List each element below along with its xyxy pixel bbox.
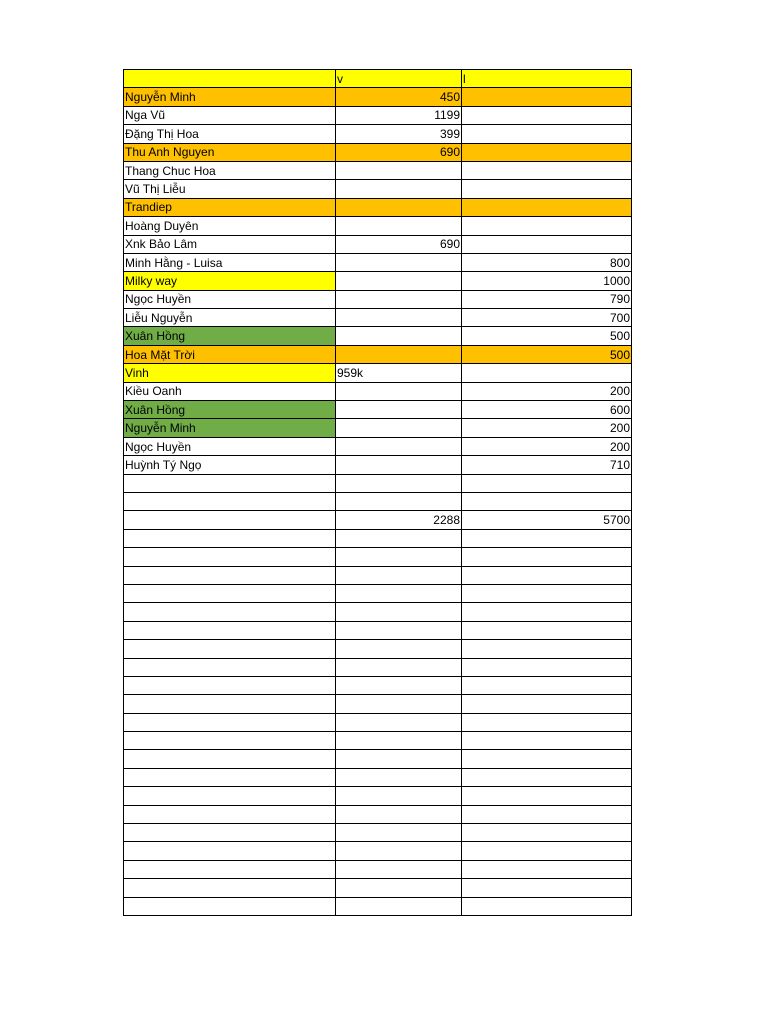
l-cell[interactable]: 1000 xyxy=(462,272,632,290)
table-row xyxy=(124,511,632,529)
l-cell[interactable] xyxy=(462,143,632,161)
table-row xyxy=(124,106,632,124)
spreadsheet-body xyxy=(124,70,632,916)
l-cell[interactable] xyxy=(462,492,632,510)
name-cell[interactable] xyxy=(124,824,336,842)
v-cell[interactable] xyxy=(336,161,462,179)
v-cell[interactable]: 2288 xyxy=(336,511,462,529)
l-cell[interactable] xyxy=(462,824,632,842)
v-cell[interactable] xyxy=(336,456,462,474)
l-cell[interactable] xyxy=(462,713,632,731)
v-cell[interactable] xyxy=(336,842,462,860)
l-cell[interactable] xyxy=(462,842,632,860)
table-row xyxy=(124,253,632,271)
name-cell[interactable]: Ngọc Huyền xyxy=(124,437,336,455)
v-cell[interactable] xyxy=(336,621,462,639)
l-cell[interactable] xyxy=(462,180,632,198)
header-cell-l[interactable]: l xyxy=(462,70,632,88)
v-cell[interactable] xyxy=(336,768,462,786)
v-cell[interactable] xyxy=(336,492,462,510)
l-cell[interactable] xyxy=(462,88,632,106)
l-cell[interactable] xyxy=(462,474,632,492)
table-row xyxy=(124,309,632,327)
v-cell[interactable] xyxy=(336,180,462,198)
table-row xyxy=(124,713,632,731)
l-cell[interactable] xyxy=(462,879,632,897)
name-cell[interactable]: Xuân Hồng xyxy=(124,327,336,345)
v-cell[interactable] xyxy=(336,584,462,602)
name-cell[interactable]: Nguyễn Minh xyxy=(124,419,336,437)
name-cell[interactable]: Thang Chuc Hoa xyxy=(124,161,336,179)
table-row xyxy=(124,529,632,547)
l-cell[interactable]: 710 xyxy=(462,456,632,474)
table-row xyxy=(124,492,632,510)
l-cell[interactable]: 200 xyxy=(462,419,632,437)
table-row xyxy=(124,695,632,713)
v-cell[interactable] xyxy=(336,253,462,271)
name-cell[interactable] xyxy=(124,750,336,768)
l-cell[interactable]: 200 xyxy=(462,437,632,455)
table-row xyxy=(124,217,632,235)
v-cell[interactable] xyxy=(336,713,462,731)
v-cell[interactable] xyxy=(336,860,462,878)
table-row xyxy=(124,566,632,584)
table-row xyxy=(124,474,632,492)
table-row xyxy=(124,180,632,198)
l-cell[interactable] xyxy=(462,548,632,566)
l-cell[interactable] xyxy=(462,125,632,143)
name-cell[interactable]: Vinh xyxy=(124,364,336,382)
v-cell[interactable] xyxy=(336,345,462,363)
table-row xyxy=(124,860,632,878)
l-cell[interactable] xyxy=(462,106,632,124)
v-cell[interactable] xyxy=(336,640,462,658)
table-row xyxy=(124,584,632,602)
v-cell[interactable]: 450 xyxy=(336,88,462,106)
name-cell[interactable]: Hoàng Duyên xyxy=(124,217,336,235)
name-cell[interactable] xyxy=(124,474,336,492)
table-row xyxy=(124,768,632,786)
v-cell[interactable] xyxy=(336,437,462,455)
v-cell[interactable] xyxy=(336,419,462,437)
l-cell[interactable] xyxy=(462,529,632,547)
name-cell[interactable]: Minh Hằng - Luisa xyxy=(124,253,336,271)
name-cell[interactable] xyxy=(124,676,336,694)
name-cell[interactable] xyxy=(124,768,336,786)
l-cell[interactable] xyxy=(462,676,632,694)
table-row xyxy=(124,272,632,290)
v-cell[interactable] xyxy=(336,327,462,345)
table-row xyxy=(124,401,632,419)
name-cell[interactable] xyxy=(124,584,336,602)
l-cell[interactable] xyxy=(462,732,632,750)
table-row xyxy=(124,750,632,768)
table-row xyxy=(124,456,632,474)
l-cell[interactable] xyxy=(462,566,632,584)
v-cell[interactable] xyxy=(336,198,462,216)
l-cell[interactable] xyxy=(462,198,632,216)
table-row xyxy=(124,621,632,639)
name-cell[interactable]: Xuân Hồng xyxy=(124,401,336,419)
l-cell[interactable]: 500 xyxy=(462,345,632,363)
table-row xyxy=(124,327,632,345)
name-cell[interactable]: Kiều Oanh xyxy=(124,382,336,400)
l-cell[interactable]: 200 xyxy=(462,382,632,400)
table-row xyxy=(124,824,632,842)
l-cell[interactable] xyxy=(462,364,632,382)
v-cell[interactable] xyxy=(336,548,462,566)
l-cell[interactable]: 600 xyxy=(462,401,632,419)
name-cell[interactable] xyxy=(124,621,336,639)
table-row xyxy=(124,88,632,106)
l-cell[interactable] xyxy=(462,658,632,676)
name-cell[interactable] xyxy=(124,787,336,805)
name-cell[interactable]: Trandiep xyxy=(124,198,336,216)
table-row xyxy=(124,842,632,860)
v-cell[interactable] xyxy=(336,879,462,897)
name-cell[interactable]: Milky way xyxy=(124,272,336,290)
name-cell[interactable]: Hoa Mặt Trời xyxy=(124,345,336,363)
name-cell[interactable] xyxy=(124,842,336,860)
name-cell[interactable] xyxy=(124,713,336,731)
name-cell[interactable] xyxy=(124,548,336,566)
name-cell[interactable]: Thu Anh Nguyen xyxy=(124,143,336,161)
table-row xyxy=(124,143,632,161)
name-cell[interactable]: Xnk Bảo Lâm xyxy=(124,235,336,253)
l-cell[interactable] xyxy=(462,217,632,235)
v-cell[interactable]: 1199 xyxy=(336,106,462,124)
v-cell[interactable]: 690 xyxy=(336,235,462,253)
l-cell[interactable]: 500 xyxy=(462,327,632,345)
table-row xyxy=(124,382,632,400)
v-cell[interactable]: 690 xyxy=(336,143,462,161)
l-cell[interactable]: 800 xyxy=(462,253,632,271)
l-cell[interactable] xyxy=(462,603,632,621)
v-cell[interactable] xyxy=(336,787,462,805)
l-cell[interactable] xyxy=(462,805,632,823)
v-cell[interactable] xyxy=(336,824,462,842)
table-row xyxy=(124,364,632,382)
table-row xyxy=(124,658,632,676)
name-cell[interactable]: Vũ Thị Liễu xyxy=(124,180,336,198)
header-cell-v[interactable]: v xyxy=(336,70,462,88)
table-row xyxy=(124,437,632,455)
l-cell[interactable]: 5700 xyxy=(462,511,632,529)
name-cell[interactable] xyxy=(124,860,336,878)
v-cell[interactable] xyxy=(336,603,462,621)
table-row xyxy=(124,787,632,805)
l-cell[interactable] xyxy=(462,897,632,915)
v-cell[interactable]: 959k xyxy=(336,364,462,382)
l-cell[interactable]: 700 xyxy=(462,309,632,327)
v-cell[interactable] xyxy=(336,474,462,492)
name-cell[interactable] xyxy=(124,603,336,621)
v-cell[interactable] xyxy=(336,750,462,768)
table-row xyxy=(124,235,632,253)
table-row xyxy=(124,198,632,216)
table-row xyxy=(124,345,632,363)
v-cell[interactable] xyxy=(336,566,462,584)
table-row xyxy=(124,290,632,308)
l-cell[interactable] xyxy=(462,750,632,768)
header-cell-name[interactable] xyxy=(124,70,336,88)
v-cell[interactable] xyxy=(336,658,462,676)
name-cell[interactable] xyxy=(124,640,336,658)
l-cell[interactable] xyxy=(462,695,632,713)
v-cell[interactable] xyxy=(336,529,462,547)
v-cell[interactable] xyxy=(336,382,462,400)
name-cell[interactable] xyxy=(124,566,336,584)
v-cell[interactable] xyxy=(336,272,462,290)
name-cell[interactable] xyxy=(124,805,336,823)
v-cell[interactable] xyxy=(336,676,462,694)
l-cell[interactable] xyxy=(462,161,632,179)
table-row xyxy=(124,805,632,823)
table-row xyxy=(124,897,632,915)
l-cell[interactable]: 790 xyxy=(462,290,632,308)
v-cell[interactable] xyxy=(336,897,462,915)
v-cell[interactable] xyxy=(336,309,462,327)
name-cell[interactable]: Nguyễn Minh xyxy=(124,88,336,106)
name-cell[interactable]: Liễu Nguyễn xyxy=(124,309,336,327)
v-cell[interactable] xyxy=(336,217,462,235)
name-cell[interactable]: Nga Vũ xyxy=(124,106,336,124)
table-row xyxy=(124,676,632,694)
v-cell[interactable] xyxy=(336,401,462,419)
table-row xyxy=(124,161,632,179)
header-row xyxy=(124,70,632,88)
l-cell[interactable] xyxy=(462,860,632,878)
l-cell[interactable] xyxy=(462,787,632,805)
table-row xyxy=(124,879,632,897)
name-cell[interactable] xyxy=(124,879,336,897)
l-cell[interactable] xyxy=(462,235,632,253)
name-cell[interactable]: Đặng Thị Hoa xyxy=(124,125,336,143)
name-cell[interactable] xyxy=(124,492,336,510)
table-row xyxy=(124,548,632,566)
table-row xyxy=(124,732,632,750)
table-row xyxy=(124,419,632,437)
name-cell[interactable]: Huỳnh Tý Ngọ xyxy=(124,456,336,474)
name-cell[interactable] xyxy=(124,529,336,547)
name-cell[interactable] xyxy=(124,897,336,915)
name-cell[interactable] xyxy=(124,658,336,676)
v-cell[interactable] xyxy=(336,805,462,823)
spreadsheet-table xyxy=(123,69,632,916)
v-cell[interactable] xyxy=(336,695,462,713)
table-row xyxy=(124,603,632,621)
table-row xyxy=(124,640,632,658)
v-cell[interactable] xyxy=(336,732,462,750)
l-cell[interactable] xyxy=(462,640,632,658)
v-cell[interactable] xyxy=(336,290,462,308)
name-cell[interactable] xyxy=(124,732,336,750)
l-cell[interactable] xyxy=(462,768,632,786)
v-cell[interactable]: 399 xyxy=(336,125,462,143)
l-cell[interactable] xyxy=(462,584,632,602)
name-cell[interactable] xyxy=(124,695,336,713)
name-cell[interactable]: Ngọc Huyền xyxy=(124,290,336,308)
l-cell[interactable] xyxy=(462,621,632,639)
table-row xyxy=(124,125,632,143)
name-cell[interactable] xyxy=(124,511,336,529)
